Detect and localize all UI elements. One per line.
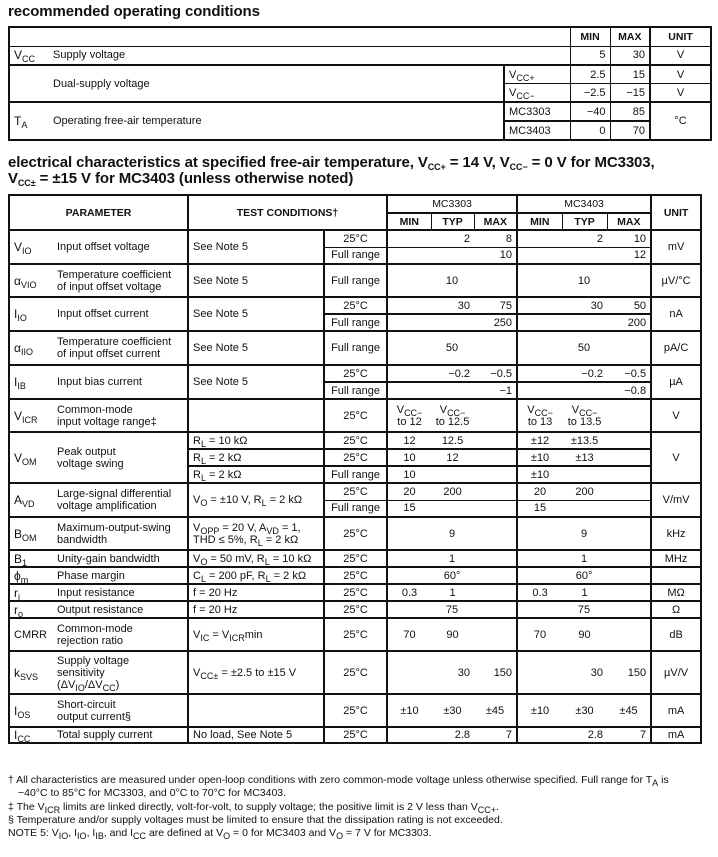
- temp: 25°C: [324, 399, 387, 432]
- mc3303-max: 250: [474, 314, 517, 331]
- mc3303-typ: 90: [431, 618, 474, 651]
- mc3403-typ: ±13.5: [562, 432, 607, 449]
- footnote-dagger-cont: −40°C to 85°C for MC3303, and 0°C to 70°C for MC3403.: [18, 787, 287, 800]
- condition: f = 20 Hz: [188, 584, 324, 601]
- mc3403-typ: 1: [562, 584, 607, 601]
- table-row-vicr: [9, 399, 701, 432]
- mc3303-max: −0.5: [474, 365, 517, 382]
- mc3403-max: 10: [607, 230, 651, 247]
- mc3303-max: 7: [474, 727, 517, 743]
- symbol: $\alpha_{IIO}$: [9, 331, 53, 365]
- symbol: $I_{CC}$: [9, 727, 53, 743]
- header-max: MAX: [610, 27, 650, 46]
- value-max: 70: [610, 121, 650, 140]
- mc3303-max: 75: [474, 297, 517, 314]
- unit: pA/C: [651, 331, 701, 365]
- header-unit: UNIT: [650, 27, 711, 46]
- temp: 25°C: [324, 449, 387, 466]
- mc3303-min: $V_{CC-}$ to 12: [387, 399, 431, 432]
- mc3403-typ: 50: [517, 331, 651, 365]
- mc3303-typ: 10: [387, 264, 517, 297]
- mc3303-typ: −0.2: [431, 365, 474, 382]
- param-label: Supply voltage sensitivity $(\Delta V_{IO}/\Delta V_{CC})$: [53, 651, 188, 694]
- temp: 25°C: [324, 432, 387, 449]
- header-max: MAX: [474, 213, 517, 230]
- symbol: $B_{OM}$: [9, 517, 53, 550]
- table-row-vio: [9, 230, 701, 247]
- mc3303-typ: $V_{CC-}$ to 12.5: [431, 399, 474, 432]
- symbol: $A_{VD}$: [9, 483, 53, 517]
- mc3403-max: −0.8: [607, 382, 651, 399]
- value-unit: V: [650, 46, 711, 65]
- symbol: $I_{IB}$: [9, 365, 53, 399]
- mc3403-typ: −0.2: [562, 365, 607, 382]
- temp: 25°C: [324, 694, 387, 727]
- temp: Full range: [324, 264, 387, 297]
- temp: 25°C: [324, 651, 387, 694]
- mc3303-min: 70: [387, 618, 431, 651]
- unit: [651, 567, 701, 584]
- value-min: −2.5: [570, 84, 610, 103]
- table-row-alpha-iio: [9, 331, 701, 365]
- temp: 25°C: [324, 550, 387, 567]
- table-header-row: [9, 195, 701, 213]
- temp: Full range: [324, 314, 387, 331]
- condition: $V_{CC\pm} = \pm 2.5$ to ±15 V: [188, 651, 324, 694]
- mc3403-min: 20: [517, 483, 562, 500]
- mc3303-typ: 2: [431, 230, 474, 247]
- symbol: $B_1$: [9, 550, 53, 567]
- symbol: $V_{IO}$: [9, 230, 53, 264]
- unit: µA: [651, 365, 701, 399]
- table-row-b1: [9, 550, 701, 567]
- temp: Full range: [324, 331, 387, 365]
- param-label: Common-mode rejection ratio: [53, 618, 188, 651]
- condition: [188, 399, 324, 432]
- value-max: −15: [610, 84, 650, 103]
- mc3303-max: ±45: [474, 694, 517, 727]
- param-label: Temperature coefficient of input offset current: [53, 331, 188, 365]
- mc3403-max: 150: [607, 651, 651, 694]
- mc3303-typ: 50: [387, 331, 517, 365]
- header-min: MIN: [570, 27, 610, 46]
- mc3403-min: $V_{CC-}$ to 13: [517, 399, 562, 432]
- condition: f = 20 Hz: [188, 601, 324, 618]
- footnotes: [8, 774, 713, 840]
- table-row-avd: [9, 483, 701, 500]
- header-typ: TYP: [431, 213, 474, 230]
- symbol: $\alpha_{VIO}$: [9, 264, 53, 297]
- mc3303-typ: 2.8: [431, 727, 474, 743]
- temp: Full range: [324, 382, 387, 399]
- temp: 25°C: [324, 618, 387, 651]
- mc3403-typ: 75: [517, 601, 651, 618]
- mc3403-typ: 1: [517, 550, 651, 567]
- condition: See Note 5: [188, 264, 324, 297]
- mc3403-typ: 200: [562, 483, 607, 500]
- value-max: 15: [610, 65, 650, 84]
- table-row-ro: [9, 601, 701, 618]
- param-label: Operating free-air temperature: [49, 102, 504, 140]
- mc3303-typ: 30: [431, 297, 474, 314]
- mc3403-min: ±10: [517, 466, 562, 483]
- mc3403-min: ±10: [517, 694, 562, 727]
- temp: Full range: [324, 247, 387, 264]
- symbol: CMRR: [9, 618, 53, 651]
- header-parameter: PARAMETER: [9, 195, 188, 230]
- param-label: Input resistance: [53, 584, 188, 601]
- table-row-ksvs: [9, 651, 701, 694]
- mc3403-max: 50: [607, 297, 651, 314]
- mc3303-min: 10: [387, 466, 431, 483]
- mc3303-max: 8: [474, 230, 517, 247]
- unit: MHz: [651, 550, 701, 567]
- unit: mV: [651, 230, 701, 264]
- symbol: $\phi_m$: [9, 567, 53, 584]
- mc3303-min: 20: [387, 483, 431, 500]
- header-min: MIN: [387, 213, 431, 230]
- mc3403-typ: 90: [562, 618, 607, 651]
- condition: MC3403: [504, 121, 570, 140]
- header-min: MIN: [517, 213, 562, 230]
- mc3403-typ: 10: [517, 264, 651, 297]
- table-row-icc: [9, 727, 701, 743]
- mc3303-typ: 9: [387, 517, 517, 550]
- mc3303-typ: 12.5: [431, 432, 474, 449]
- mc3403-min: 15: [517, 500, 562, 517]
- symbol: $r_i$: [9, 584, 53, 601]
- mc3303-max: 10: [474, 247, 517, 264]
- mc3303-max: 150: [474, 651, 517, 694]
- temp: 25°C: [324, 727, 387, 743]
- param-label: Input bias current: [53, 365, 188, 399]
- temp: 25°C: [324, 601, 387, 618]
- mc3303-max: −1: [474, 382, 517, 399]
- temp: 25°C: [324, 230, 387, 247]
- unit: V: [651, 399, 701, 432]
- param-label: Large-signal differential voltage amplification: [53, 483, 188, 517]
- header-unit: UNIT: [651, 195, 701, 230]
- unit: V/mV: [651, 483, 701, 517]
- symbol: $V_{ICR}$: [9, 399, 53, 432]
- condition: $V_{CC-}$: [504, 84, 570, 103]
- param-label: Temperature coefficient of input offset voltage: [53, 264, 188, 297]
- param-label: Dual-supply voltage: [49, 65, 504, 102]
- header-mc3403: MC3403: [517, 195, 651, 213]
- table-row: [9, 46, 711, 65]
- param-label: Input offset current: [53, 297, 188, 331]
- mc3303-typ: 30: [431, 651, 474, 694]
- recommended-conditions-table: [8, 26, 712, 141]
- footnote-dagger: † All characteristics are measured under open-loop conditions with zero common-mode voltage unless otherwise specified. Full range for $T_A$ is: [8, 774, 669, 788]
- condition: $V_O = 50$ mV, $R_L = 10$ kΩ: [188, 550, 324, 567]
- condition: $V_{IC} = V_{ICR}\min$: [188, 618, 324, 651]
- mc3303-typ: 1: [431, 584, 474, 601]
- value-min: −40: [570, 102, 610, 121]
- condition: $C_L = 200$ pF, $R_L = 2$ kΩ: [188, 567, 324, 584]
- table-row: [9, 102, 711, 121]
- mc3303-typ: 1: [387, 550, 517, 567]
- condition: See Note 5: [188, 365, 324, 399]
- value-unit: V: [650, 84, 711, 103]
- unit: mA: [651, 694, 701, 727]
- condition: $R_L = 2$ kΩ: [188, 449, 324, 466]
- mc3303-min: 10: [387, 449, 431, 466]
- mc3403-min: ±12: [517, 432, 562, 449]
- value-max: 30: [610, 46, 650, 65]
- header-max: MAX: [607, 213, 651, 230]
- symbol: $k_{SVS}$: [9, 651, 53, 694]
- param-label: Unity-gain bandwidth: [53, 550, 188, 567]
- mc3403-min: ±10: [517, 449, 562, 466]
- mc3303-typ: ±30: [431, 694, 474, 727]
- mc3403-max: 12: [607, 247, 651, 264]
- mc3403-typ: 2.8: [562, 727, 607, 743]
- mc3403-max: ±45: [607, 694, 651, 727]
- temp: 25°C: [324, 365, 387, 382]
- unit: MΩ: [651, 584, 701, 601]
- value-unit: V: [650, 65, 711, 84]
- table-row: [9, 65, 711, 84]
- unit: mA: [651, 727, 701, 743]
- temp: 25°C: [324, 584, 387, 601]
- table-row-ios: [9, 694, 701, 727]
- condition: $V_{CC+}$: [504, 65, 570, 84]
- footnote-section: § Temperature and/or supply voltages must be limited to ensure that the dissipation rating is not exceeded.: [8, 813, 503, 826]
- symbol: $I_{IO}$: [9, 297, 53, 331]
- condition: See Note 5: [188, 331, 324, 365]
- mc3403-typ: 9: [517, 517, 651, 550]
- condition: [188, 694, 324, 727]
- table-header-row: [9, 27, 711, 46]
- param-label: Peak output voltage swing: [53, 432, 188, 483]
- unit: nA: [651, 297, 701, 331]
- condition: $V_O = \pm 10$ V, $R_L = 2$ kΩ: [188, 483, 324, 517]
- symbol: $r_o$: [9, 601, 53, 618]
- table-row-phase-margin: [9, 567, 701, 584]
- mc3403-min: 0.3: [517, 584, 562, 601]
- unit: kHz: [651, 517, 701, 550]
- temp: 25°C: [324, 567, 387, 584]
- temp: 25°C: [324, 517, 387, 550]
- param-label: Phase margin: [53, 567, 188, 584]
- unit: dB: [651, 618, 701, 651]
- condition: $R_L = 2$ kΩ: [188, 466, 324, 483]
- header-typ: TYP: [562, 213, 607, 230]
- table-row-ri: [9, 584, 701, 601]
- param-label: Common-mode input voltage range‡: [53, 399, 188, 432]
- temp: 25°C: [324, 297, 387, 314]
- mc3403-typ: $V_{CC-}$ to 13.5: [562, 399, 607, 432]
- value-min: 0: [570, 121, 610, 140]
- header-test-conditions: TEST CONDITIONS†: [188, 195, 387, 230]
- param-label: Input offset voltage: [53, 230, 188, 264]
- mc3403-max: 7: [607, 727, 651, 743]
- param-label: Total supply current: [53, 727, 188, 743]
- mc3403-typ: 30: [562, 297, 607, 314]
- symbol: $V_{OM}$: [9, 432, 53, 483]
- param-label: Output resistance: [53, 601, 188, 618]
- section-title-recommended: recommended operating conditions: [8, 3, 260, 20]
- electrical-characteristics-table: [8, 194, 702, 744]
- section-title-electrical: electrical characteristics at specified free-air temperature, $V_{CC+} = 14$ V, $V_{CC-} = 0$ V for MC3303, $V_{CC\pm} = \pm 15$ V for MC3403 (unless otherwise noted): [8, 154, 655, 188]
- mc3403-typ: 60°: [517, 567, 651, 584]
- mc3303-typ: 60°: [387, 567, 517, 584]
- value-max: 85: [610, 102, 650, 121]
- header-mc3303: MC3303: [387, 195, 517, 213]
- param-label: Maximum-output-swing bandwidth: [53, 517, 188, 550]
- unit: V: [651, 432, 701, 483]
- mc3403-max: −0.5: [607, 365, 651, 382]
- table-row-bom: [9, 517, 701, 550]
- table-row-cmrr: [9, 618, 701, 651]
- note-5: NOTE 5: $V_{IO}$, $I_{IO}$, $I_{IB}$, and $I_{CC}$ are defined at $V_O = 0$ for MC3403 and $V_O = 7$ V for MC3303.: [8, 827, 432, 842]
- condition: $R_L = 10$ kΩ: [188, 432, 324, 449]
- mc3403-min: 70: [517, 618, 562, 651]
- mc3303-min: 15: [387, 500, 431, 517]
- mc3403-typ: 30: [562, 651, 607, 694]
- mc3303-min: ±10: [387, 694, 431, 727]
- value-min: 2.5: [570, 65, 610, 84]
- unit: Ω: [651, 601, 701, 618]
- condition: See Note 5: [188, 230, 324, 264]
- mc3403-max: 200: [607, 314, 651, 331]
- unit: µV/°C: [651, 264, 701, 297]
- mc3303-typ: 75: [387, 601, 517, 618]
- temp: 25°C: [324, 483, 387, 500]
- table-row-alpha-vio: [9, 264, 701, 297]
- condition: MC3303: [504, 102, 570, 121]
- symbol: $I_{OS}$: [9, 694, 53, 727]
- unit: µV/V: [651, 651, 701, 694]
- temp: Full range: [324, 500, 387, 517]
- symbol: $V_{CC}$: [9, 46, 49, 65]
- param-label: Supply voltage: [49, 46, 570, 65]
- mc3303-typ: 200: [431, 483, 474, 500]
- value-min: 5: [570, 46, 610, 65]
- condition: $V_{OPP} = 20$ V, $A_{VD} = 1$, THD ≤ 5%, $R_L = 2$ kΩ: [188, 517, 324, 550]
- table-row-iib: [9, 365, 701, 382]
- footnote-double-dagger: ‡ The $V_{ICR}$ limits are linked directly, volt-for-volt, to supply voltage; the positive limit is 2 V less than $V_{CC+}$.: [8, 800, 499, 815]
- table-row-iio: [9, 297, 701, 314]
- symbol: $T_A$: [9, 102, 49, 140]
- mc3403-typ: 2: [562, 230, 607, 247]
- param-label: Short-circuit output current§: [53, 694, 188, 727]
- condition: No load, See Note 5: [188, 727, 324, 743]
- mc3403-typ: ±30: [562, 694, 607, 727]
- mc3303-min: 12: [387, 432, 431, 449]
- condition: See Note 5: [188, 297, 324, 331]
- table-row-vom-10k: [9, 432, 701, 449]
- mc3303-typ: 12: [431, 449, 474, 466]
- value-unit: °C: [650, 102, 711, 140]
- mc3403-typ: ±13: [562, 449, 607, 466]
- temp: Full range: [324, 466, 387, 483]
- mc3303-min: 0.3: [387, 584, 431, 601]
